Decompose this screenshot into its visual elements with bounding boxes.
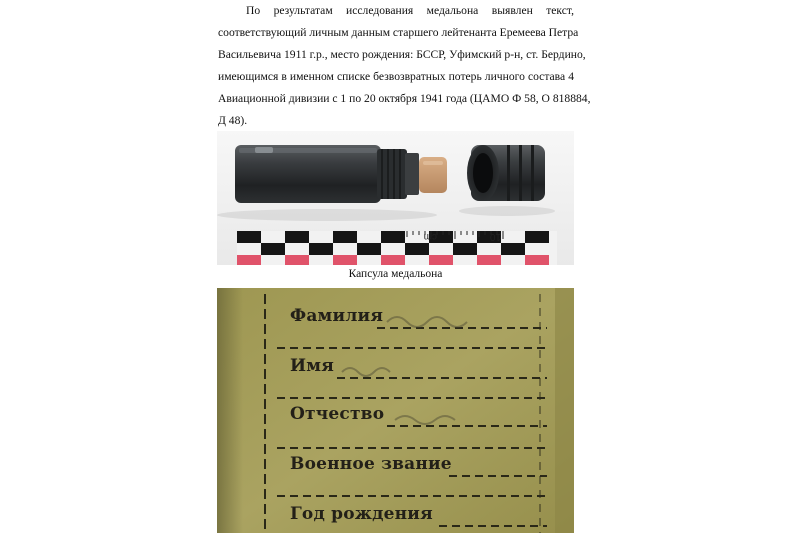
ruler-unit-label: cm <box>423 231 437 242</box>
paragraph-line: Д 48). <box>218 114 248 127</box>
capsule-cap <box>467 145 545 201</box>
result-paragraph <box>218 0 591 132</box>
medallion-form-photo <box>217 288 574 533</box>
capsule-photo <box>217 131 574 265</box>
form-field-patronymic: Отчество <box>290 404 385 424</box>
paragraph-line: Авиационной дивизии с 1 по 20 октября 1941 года (ЦАМО Ф 58, О 818884, <box>218 92 591 105</box>
paragraph-line: Васильевича 1911 г.р., место рождения: БССР, Уфимский р-н, ст. Бердино, <box>218 48 586 61</box>
photo-caption: Капсула медальона <box>348 268 443 280</box>
scale-ruler <box>237 231 557 265</box>
paragraph-line: По результатам исследования медальона выявлен текст, <box>246 4 574 17</box>
form-paper-texture <box>217 288 574 533</box>
form-field-birth-year: Год рождения <box>290 504 433 524</box>
cork-plug <box>419 157 447 193</box>
capsule-illustration <box>217 131 574 265</box>
paragraph-line: имеющимся в именном списке безвозвратных потерь личного состава 4 <box>218 70 574 83</box>
ruler-number-label: 10 <box>489 231 501 242</box>
form-field-surname: Фамилия <box>290 306 384 326</box>
capsule-body <box>235 145 419 203</box>
paragraph-line: соответствующий личным данным старшего лейтенанта Еремеева Петра <box>218 26 579 39</box>
form-field-name: Имя <box>290 356 334 376</box>
form-field-rank: Военное звание <box>290 454 452 474</box>
